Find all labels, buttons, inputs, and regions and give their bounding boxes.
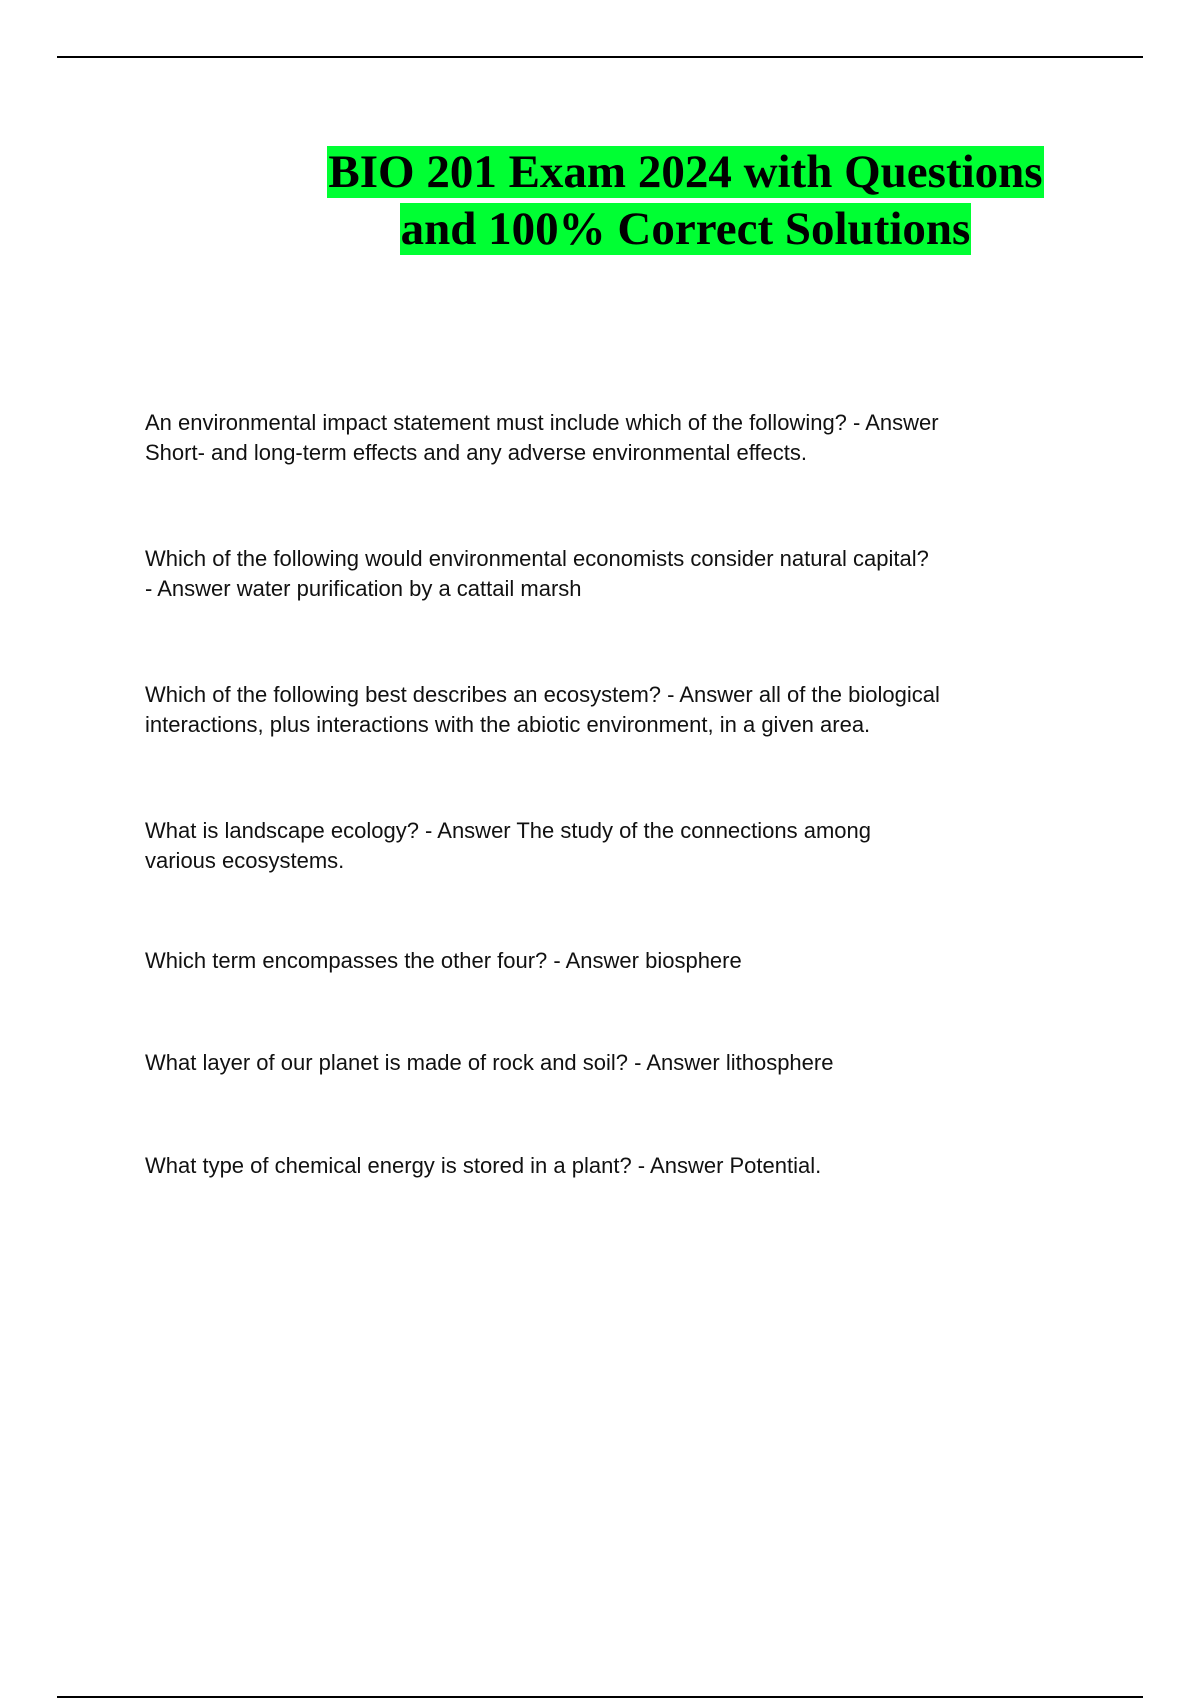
qa-text-line: An environmental impact statement must include which of the following? - Answer xyxy=(145,410,939,435)
qa-text-line: Which term encompasses the other four? - Answer biosphere xyxy=(145,948,742,973)
qa-text-line: Which of the following best describes an ecosystem? - Answer all of the biological xyxy=(145,682,940,707)
qa-item xyxy=(145,544,1045,604)
qa-item xyxy=(145,408,1045,468)
qa-text-line: - Answer water purification by a cattail marsh xyxy=(145,576,582,601)
qa-text-line: Short- and long-term effects and any adverse environmental effects. xyxy=(145,440,807,465)
header-rule xyxy=(57,56,1143,58)
qa-item xyxy=(145,1048,1045,1078)
qa-item xyxy=(145,1151,1045,1181)
qa-item xyxy=(145,946,1045,976)
title-line-2: and 100% Correct Solutions xyxy=(400,203,971,255)
document-title xyxy=(318,144,1053,258)
qa-item xyxy=(145,680,1045,740)
qa-text-line: various ecosystems. xyxy=(145,848,345,873)
qa-item xyxy=(145,816,1045,876)
qa-text-line: interactions, plus interactions with the abiotic environment, in a given area. xyxy=(145,712,871,737)
qa-text-line: What type of chemical energy is stored in a plant? - Answer Potential. xyxy=(145,1153,822,1178)
qa-text-line: What layer of our planet is made of rock and soil? - Answer lithosphere xyxy=(145,1050,834,1075)
title-line-1: BIO 201 Exam 2024 with Questions xyxy=(328,146,1043,198)
qa-text-line: What is landscape ecology? - Answer The study of the connections among xyxy=(145,818,872,843)
qa-text-line: Which of the following would environmental economists consider natural capital? xyxy=(145,546,929,571)
footer-rule xyxy=(57,1696,1143,1698)
